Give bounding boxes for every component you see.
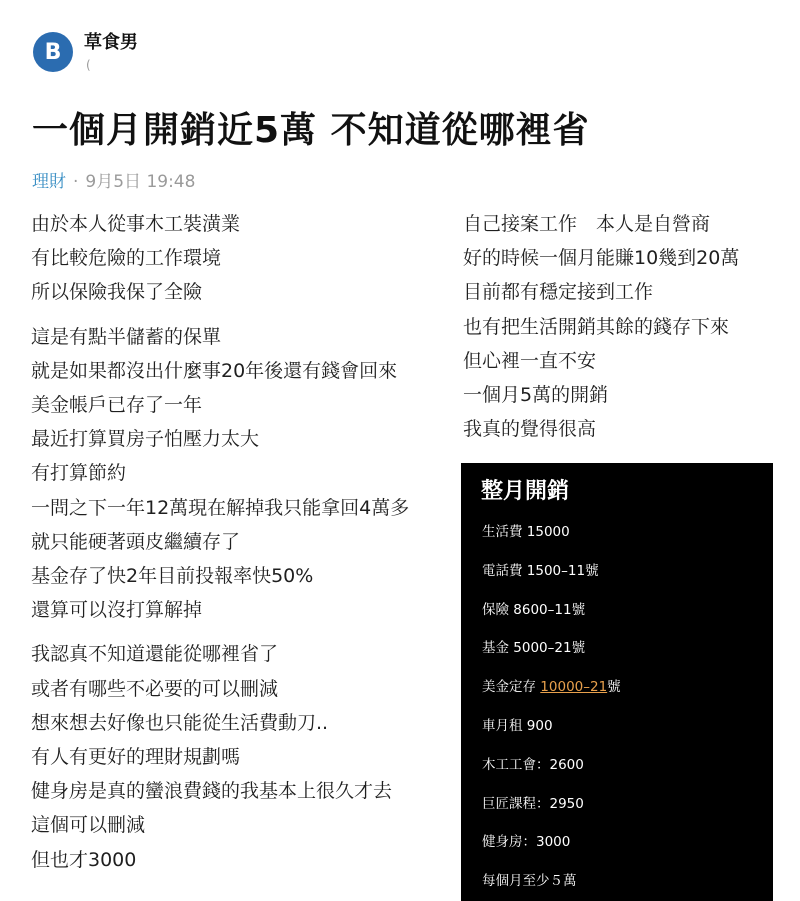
post-timestamp: 9月5日 19:48 xyxy=(85,172,196,192)
expense-item-suffix: 號 xyxy=(607,679,621,696)
body-line: 也有把生活開銷其餘的錢存下來 xyxy=(463,315,730,338)
body-line: 我真的覺得很高 xyxy=(463,418,597,441)
body-line: 基金存了快2年目前投報率快50% xyxy=(31,565,314,588)
expense-item: 巨匠課程：2950 xyxy=(482,795,584,812)
post-title: 一個月開銷近5萬 不知道從哪裡省 xyxy=(32,110,590,151)
post-body-left xyxy=(31,207,409,877)
body-line: 所以保險我保了全險 xyxy=(31,281,203,304)
author-name[interactable]: 草食男 xyxy=(84,32,138,53)
expense-item: 基金 5000–21號 xyxy=(482,640,586,657)
body-line: 好的時候一個月能賺10幾到20萬 xyxy=(463,247,740,270)
expense-item xyxy=(482,668,621,707)
body-line: 這個可以刪減 xyxy=(31,814,146,837)
meta-separator: · xyxy=(73,172,79,192)
avatar-letter: B xyxy=(44,39,62,65)
expense-image xyxy=(461,463,773,901)
expense-title: 整月開銷 xyxy=(481,479,570,504)
post-body-right xyxy=(463,207,739,446)
expense-list xyxy=(482,513,621,901)
body-line: 目前都有穩定接到工作 xyxy=(463,281,654,304)
body-line: 有比較危險的工作環境 xyxy=(31,247,222,270)
body-line: 還算可以沒打算解掉 xyxy=(31,599,203,622)
body-line: 想來想去好像也只能從生活費動刀.. xyxy=(31,711,329,734)
author-subinfo: ( xyxy=(86,58,91,72)
body-line: 自己接案工作 本人是自營商 xyxy=(463,213,711,235)
expense-item: 保險 8600–11號 xyxy=(482,601,586,618)
expense-item: 電話費 1500–11號 xyxy=(482,562,599,579)
body-line: 最近打算買房子怕壓力太大 xyxy=(31,428,260,451)
expense-item: 生活費 15000 xyxy=(482,524,570,540)
body-line: 由於本人從事木工裝潢業 xyxy=(31,213,241,235)
body-line: 一問之下一年12萬現在解掉我只能拿回4萬多 xyxy=(31,496,410,519)
body-line: 一個月5萬的開銷 xyxy=(463,384,609,407)
body-line: 有人有更好的理財規劃嗎 xyxy=(31,746,241,769)
body-line: 健身房是真的蠻浪費錢的我基本上很久才去 xyxy=(31,780,393,803)
post-meta xyxy=(32,167,195,192)
body-line: 有打算節約 xyxy=(31,462,127,485)
expense-item: 每個月至少５萬 xyxy=(482,873,577,890)
expense-item-link[interactable]: 10000–21 xyxy=(540,679,608,696)
body-line: 這是有點半儲蓄的保單 xyxy=(31,325,222,348)
body-line: 或者有哪些不必要的可以刪減 xyxy=(31,677,279,700)
body-line: 就是如果都沒出什麼事20年後還有錢會回來 xyxy=(31,359,398,382)
expense-item: 車月租 900 xyxy=(482,717,553,734)
body-line: 但心裡一直不安 xyxy=(463,349,597,372)
category-link[interactable]: 理財 xyxy=(32,172,66,192)
expense-item-prefix: 美金定存 xyxy=(482,679,541,696)
author-avatar[interactable] xyxy=(33,32,73,72)
body-line: 但也才3000 xyxy=(31,848,137,871)
expense-item: 健身房：3000 xyxy=(482,834,571,851)
body-line: 我認真不知道還能從哪裡省了 xyxy=(31,643,279,666)
body-line: 就只能硬著頭皮繼續存了 xyxy=(31,530,241,553)
body-line: 美金帳戶已存了一年 xyxy=(31,394,203,417)
expense-item: 木工工會：2600 xyxy=(482,756,584,773)
